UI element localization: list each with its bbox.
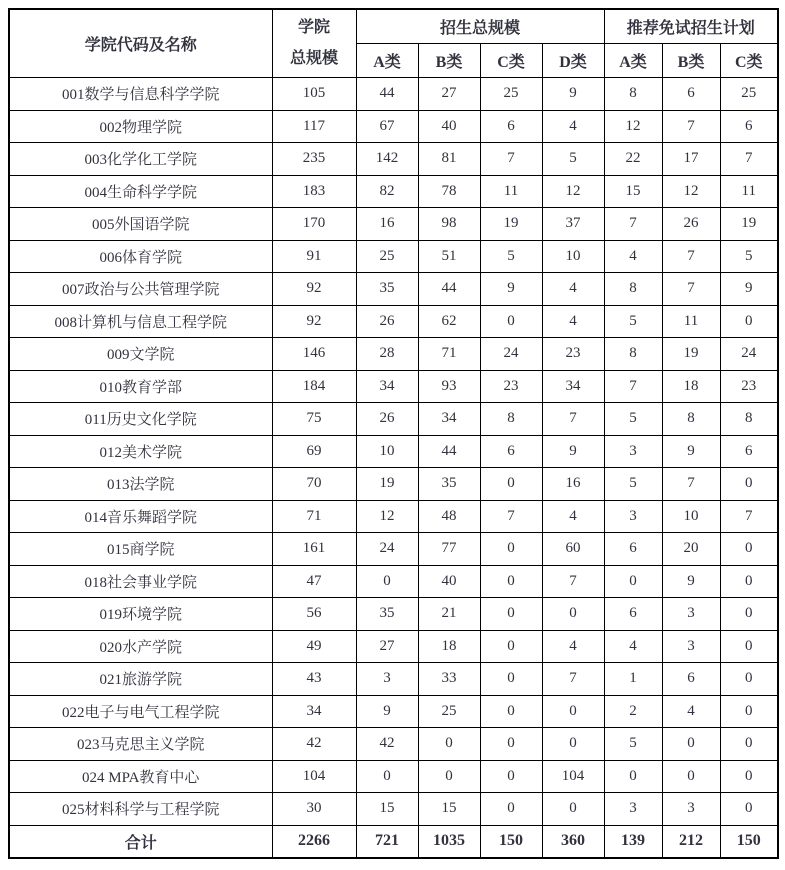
exempt-value-cell: 0 [720,598,778,631]
exempt-value-cell: 3 [662,598,720,631]
exempt-value-cell: 8 [604,78,662,111]
totals-exempt-cell: 212 [662,825,720,858]
college-total-cell: 43 [272,663,356,696]
exempt-value-cell: 15 [604,175,662,208]
table-row [9,143,778,176]
enroll-value-cell: 3 [356,663,418,696]
enroll-value-cell: 42 [356,728,418,761]
enroll-value-cell: 77 [418,533,480,566]
college-total-cell: 70 [272,468,356,501]
college-total-cell: 71 [272,500,356,533]
enroll-value-cell: 0 [480,468,542,501]
college-name-cell: 003化学化工学院 [9,143,272,176]
enroll-value-cell: 0 [356,760,418,793]
enroll-value-cell: 0 [480,305,542,338]
enroll-value-cell: 62 [418,305,480,338]
college-name-cell: 013法学院 [9,468,272,501]
enroll-value-cell: 26 [356,403,418,436]
enroll-value-cell: 44 [418,435,480,468]
college-total-cell: 75 [272,403,356,436]
exempt-value-cell: 7 [662,110,720,143]
college-name-cell: 010教育学部 [9,370,272,403]
exempt-value-cell: 0 [604,760,662,793]
table-row [9,468,778,501]
college-name-cell: 004生命科学学院 [9,175,272,208]
enroll-value-cell: 0 [480,630,542,663]
college-name-cell: 024 MPA教育中心 [9,760,272,793]
enroll-value-cell: 23 [480,370,542,403]
enroll-value-cell: 40 [418,110,480,143]
totals-enroll-cell: 1035 [418,825,480,858]
table-row [9,728,778,761]
exempt-value-cell: 5 [604,728,662,761]
enroll-value-cell: 48 [418,500,480,533]
college-total-cell: 92 [272,273,356,306]
enroll-value-cell: 0 [480,695,542,728]
enroll-value-cell: 4 [542,110,604,143]
totals-row [9,825,778,858]
college-name-cell: 007政治与公共管理学院 [9,273,272,306]
exempt-value-cell: 0 [720,533,778,566]
table-row [9,305,778,338]
college-total-cell: 117 [272,110,356,143]
enroll-value-cell: 25 [480,78,542,111]
table-row [9,338,778,371]
enroll-value-cell: 6 [480,435,542,468]
enroll-value-cell: 5 [480,240,542,273]
enroll-value-cell: 44 [356,78,418,111]
exempt-value-cell: 9 [720,273,778,306]
enroll-value-cell: 16 [356,208,418,241]
exempt-value-cell: 7 [662,240,720,273]
enroll-value-cell: 19 [356,468,418,501]
college-name-cell: 001数学与信息科学学院 [9,78,272,111]
totals-label-cell: 合计 [9,825,272,858]
enroll-value-cell: 34 [356,370,418,403]
college-name-cell: 019环境学院 [9,598,272,631]
exempt-value-cell: 0 [720,305,778,338]
enroll-value-cell: 0 [480,533,542,566]
enroll-value-cell: 16 [542,468,604,501]
exempt-value-cell: 19 [720,208,778,241]
college-total-cell: 170 [272,208,356,241]
exempt-value-cell: 0 [720,468,778,501]
exempt-value-cell: 18 [662,370,720,403]
enroll-value-cell: 33 [418,663,480,696]
exempt-value-cell: 0 [720,760,778,793]
exempt-value-cell: 11 [662,305,720,338]
header-group-row [9,9,778,44]
enroll-value-cell: 9 [356,695,418,728]
table-row [9,175,778,208]
enrollment-table [8,8,779,859]
exempt-value-cell: 9 [662,435,720,468]
exempt-value-cell: 8 [720,403,778,436]
totals-enroll-cell: 150 [480,825,542,858]
college-total-cell: 42 [272,728,356,761]
exempt-value-cell: 19 [662,338,720,371]
college-total-cell: 183 [272,175,356,208]
enroll-value-cell: 15 [418,793,480,826]
exempt-value-cell: 0 [720,728,778,761]
enroll-value-cell: 81 [418,143,480,176]
exempt-value-cell: 6 [604,533,662,566]
table-row [9,760,778,793]
enroll-value-cell: 10 [542,240,604,273]
enroll-value-cell: 0 [480,728,542,761]
college-total-cell: 105 [272,78,356,111]
enroll-value-cell: 0 [418,728,480,761]
college-total-cell: 184 [272,370,356,403]
enroll-value-cell: 11 [480,175,542,208]
exempt-value-cell: 0 [720,695,778,728]
college-total-cell: 30 [272,793,356,826]
enroll-value-cell: 18 [418,630,480,663]
college-total-cell: 47 [272,565,356,598]
college-total-cell: 104 [272,760,356,793]
exempt-value-cell: 8 [604,273,662,306]
enroll-value-cell: 12 [542,175,604,208]
college-name-cell: 002物理学院 [9,110,272,143]
enroll-value-cell: 25 [418,695,480,728]
enroll-value-cell: 93 [418,370,480,403]
exempt-value-cell: 20 [662,533,720,566]
enroll-value-cell: 27 [356,630,418,663]
exempt-value-cell: 3 [604,500,662,533]
totals-enroll-cell: 721 [356,825,418,858]
table-row [9,110,778,143]
enroll-value-cell: 0 [356,565,418,598]
college-total-cell: 235 [272,143,356,176]
college-total-cell: 161 [272,533,356,566]
table-row [9,663,778,696]
enroll-value-cell: 35 [356,273,418,306]
college-name-cell: 021旅游学院 [9,663,272,696]
enroll-value-cell: 12 [356,500,418,533]
exempt-value-cell: 4 [604,240,662,273]
enroll-value-cell: 98 [418,208,480,241]
exempt-value-cell: 8 [662,403,720,436]
exempt-value-cell: 7 [662,273,720,306]
enroll-value-cell: 51 [418,240,480,273]
enroll-value-cell: 9 [542,78,604,111]
college-name-cell: 005外国语学院 [9,208,272,241]
exempt-value-cell: 3 [662,793,720,826]
enroll-value-cell: 35 [356,598,418,631]
exempt-value-cell: 6 [604,598,662,631]
exempt-value-cell: 3 [662,630,720,663]
college-name-cell: 006体育学院 [9,240,272,273]
enroll-value-cell: 104 [542,760,604,793]
enroll-value-cell: 142 [356,143,418,176]
exempt-value-cell: 11 [720,175,778,208]
enroll-value-cell: 5 [542,143,604,176]
exempt-value-cell: 17 [662,143,720,176]
enroll-value-cell: 4 [542,273,604,306]
enroll-value-cell: 0 [542,793,604,826]
header-enroll-subcol-C类: C类 [480,44,542,78]
exempt-value-cell: 7 [604,370,662,403]
college-name-cell: 023马克思主义学院 [9,728,272,761]
college-name-cell: 009文学院 [9,338,272,371]
header-college-total-line1: 学院 [297,19,330,37]
exempt-value-cell: 12 [604,110,662,143]
table-header [9,9,778,78]
header-exempt-subcol-C类: C类 [720,44,778,78]
exempt-value-cell: 0 [604,565,662,598]
table-row [9,533,778,566]
exempt-value-cell: 0 [720,663,778,696]
enroll-value-cell: 4 [542,305,604,338]
exempt-value-cell: 5 [604,403,662,436]
table-row [9,793,778,826]
enroll-value-cell: 82 [356,175,418,208]
enroll-value-cell: 67 [356,110,418,143]
enroll-value-cell: 28 [356,338,418,371]
exempt-value-cell: 8 [604,338,662,371]
exempt-value-cell: 5 [720,240,778,273]
exempt-value-cell: 3 [604,435,662,468]
exempt-value-cell: 0 [720,565,778,598]
exempt-value-cell: 23 [720,370,778,403]
enroll-value-cell: 10 [356,435,418,468]
enroll-value-cell: 40 [418,565,480,598]
exempt-value-cell: 26 [662,208,720,241]
header-group-exempt: 推荐免试招生计划 [604,9,778,44]
college-name-cell: 022电子与电气工程学院 [9,695,272,728]
exempt-value-cell: 2 [604,695,662,728]
enroll-value-cell: 0 [480,793,542,826]
college-total-cell: 146 [272,338,356,371]
college-name-cell: 008计算机与信息工程学院 [9,305,272,338]
enroll-value-cell: 7 [542,403,604,436]
table-row [9,500,778,533]
exempt-value-cell: 7 [604,208,662,241]
college-name-cell: 025材料科学与工程学院 [9,793,272,826]
header-exempt-subcol-A类: A类 [604,44,662,78]
table-row [9,370,778,403]
exempt-value-cell: 6 [720,110,778,143]
college-total-cell: 49 [272,630,356,663]
enroll-value-cell: 7 [542,663,604,696]
enroll-value-cell: 8 [480,403,542,436]
totals-exempt-cell: 139 [604,825,662,858]
header-college-name: 学院代码及名称 [9,9,272,78]
exempt-value-cell: 0 [720,793,778,826]
exempt-value-cell: 12 [662,175,720,208]
exempt-value-cell: 5 [604,305,662,338]
enroll-value-cell: 0 [542,598,604,631]
enroll-value-cell: 9 [542,435,604,468]
enroll-value-cell: 9 [480,273,542,306]
exempt-value-cell: 0 [720,630,778,663]
college-total-cell: 69 [272,435,356,468]
enroll-value-cell: 7 [480,500,542,533]
college-total-cell: 91 [272,240,356,273]
enroll-value-cell: 37 [542,208,604,241]
exempt-value-cell: 10 [662,500,720,533]
enroll-value-cell: 15 [356,793,418,826]
totals-enroll-cell: 360 [542,825,604,858]
college-total-cell: 92 [272,305,356,338]
header-college-total [272,9,356,78]
enroll-value-cell: 0 [542,695,604,728]
exempt-value-cell: 4 [662,695,720,728]
enroll-value-cell: 7 [480,143,542,176]
exempt-value-cell: 7 [662,468,720,501]
table-row [9,273,778,306]
enroll-value-cell: 27 [418,78,480,111]
enroll-value-cell: 26 [356,305,418,338]
table-row [9,630,778,663]
header-enroll-subcol-A类: A类 [356,44,418,78]
enroll-value-cell: 71 [418,338,480,371]
enroll-value-cell: 44 [418,273,480,306]
enroll-value-cell: 0 [418,760,480,793]
table-row [9,565,778,598]
header-enroll-subcol-B类: B类 [418,44,480,78]
enroll-value-cell: 34 [542,370,604,403]
enroll-value-cell: 0 [480,565,542,598]
exempt-value-cell: 24 [720,338,778,371]
exempt-value-cell: 7 [720,500,778,533]
exempt-value-cell: 6 [662,663,720,696]
header-college-total-line2: 总规模 [289,49,338,67]
exempt-value-cell: 1 [604,663,662,696]
enroll-value-cell: 25 [356,240,418,273]
college-name-cell: 014音乐舞蹈学院 [9,500,272,533]
table-row [9,240,778,273]
exempt-value-cell: 0 [662,728,720,761]
table-row [9,695,778,728]
enroll-value-cell: 7 [542,565,604,598]
enroll-value-cell: 0 [480,598,542,631]
enroll-value-cell: 4 [542,500,604,533]
enroll-value-cell: 0 [480,663,542,696]
enroll-value-cell: 0 [542,728,604,761]
college-name-cell: 015商学院 [9,533,272,566]
table-row [9,208,778,241]
enroll-value-cell: 78 [418,175,480,208]
header-exempt-subcol-B类: B类 [662,44,720,78]
enroll-value-cell: 6 [480,110,542,143]
header-group-enrollment: 招生总规模 [356,9,604,44]
enroll-value-cell: 19 [480,208,542,241]
exempt-value-cell: 0 [662,760,720,793]
enroll-value-cell: 4 [542,630,604,663]
enroll-value-cell: 21 [418,598,480,631]
table-row [9,78,778,111]
exempt-value-cell: 7 [720,143,778,176]
enroll-value-cell: 35 [418,468,480,501]
college-name-cell: 012美术学院 [9,435,272,468]
enroll-value-cell: 23 [542,338,604,371]
table-row [9,435,778,468]
exempt-value-cell: 6 [662,78,720,111]
college-total-cell: 34 [272,695,356,728]
header-enroll-subcol-D类: D类 [542,44,604,78]
enroll-value-cell: 60 [542,533,604,566]
college-name-cell: 018社会事业学院 [9,565,272,598]
enroll-value-cell: 24 [356,533,418,566]
totals-exempt-cell: 150 [720,825,778,858]
college-name-cell: 011历史文化学院 [9,403,272,436]
exempt-value-cell: 4 [604,630,662,663]
exempt-value-cell: 9 [662,565,720,598]
enroll-value-cell: 0 [480,760,542,793]
exempt-value-cell: 22 [604,143,662,176]
table-row [9,598,778,631]
college-name-cell: 020水产学院 [9,630,272,663]
exempt-value-cell: 25 [720,78,778,111]
table-body [9,78,778,859]
exempt-value-cell: 6 [720,435,778,468]
totals-college-total-cell: 2266 [272,825,356,858]
table-row [9,403,778,436]
exempt-value-cell: 5 [604,468,662,501]
exempt-value-cell: 3 [604,793,662,826]
college-total-cell: 56 [272,598,356,631]
enroll-value-cell: 34 [418,403,480,436]
enroll-value-cell: 24 [480,338,542,371]
